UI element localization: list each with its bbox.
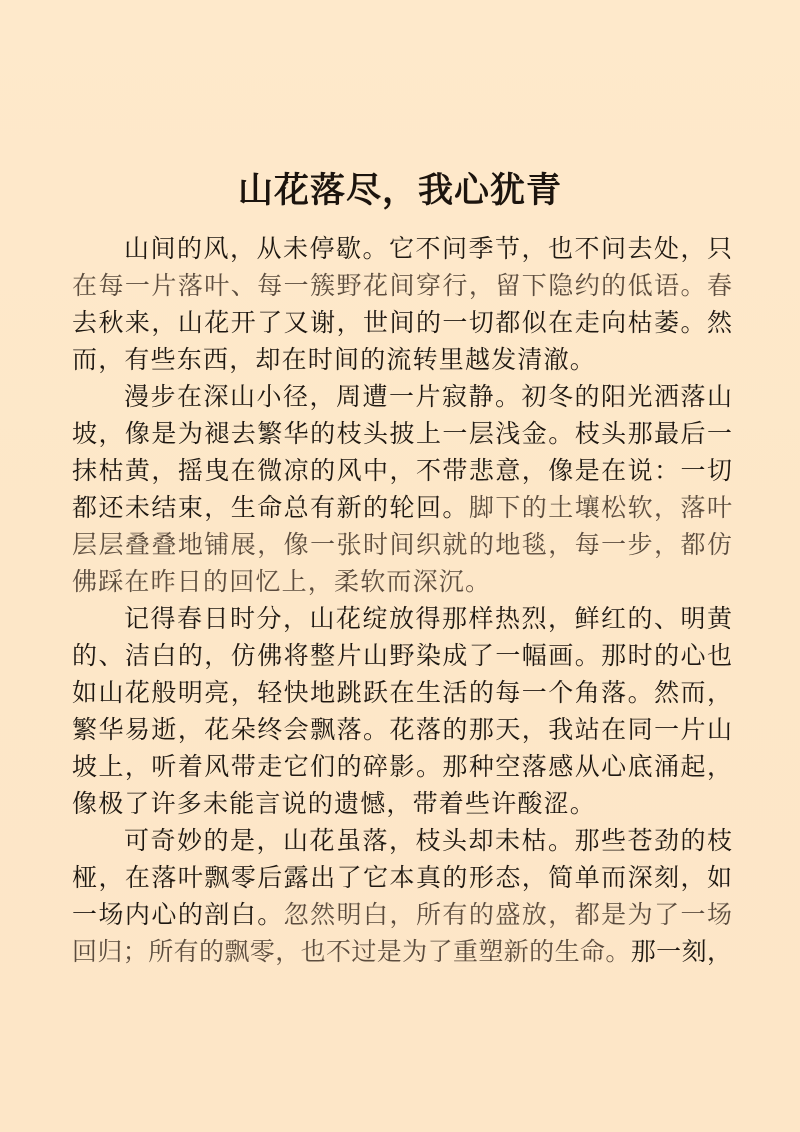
- paragraph-2: [72, 378, 732, 600]
- text-segment: 忽然明白，所有的盛放，都是为了一场: [283, 900, 732, 929]
- text-segment: 佛踩在昨日的回忆上，柔软而深沉。: [72, 567, 492, 596]
- text-line: [72, 563, 732, 600]
- text-segment: 的、洁白的，仿佛将整片山野染成了一幅画。那时的心也: [72, 641, 732, 670]
- text-segment: 坡上，听着风带走它们的碎影。那种空落感从心底涌起，: [72, 752, 732, 781]
- text-segment: 一场内心的剖白。: [72, 900, 284, 929]
- text-segment: 去秋来，山花开了又谢，世间的一切都似在走向枯萎。然: [72, 308, 732, 337]
- paragraph-3: [72, 600, 732, 822]
- text-segment: 如山花般明亮，轻快地跳跃在生活的每一个角落。然而，: [72, 678, 732, 707]
- paragraph-1: [72, 230, 732, 378]
- text-segment: 回归；所有的飘零，也不过是为了重塑新的生命。: [72, 937, 631, 966]
- paragraph-4: [72, 822, 732, 970]
- article-body: [72, 230, 732, 970]
- text-line: [72, 785, 732, 822]
- text-segment: 都还未结束，生命总有新的轮回。: [72, 493, 469, 522]
- text-segment: 山间的风，从未停歇。它不问季节，也不问去处，只: [124, 234, 732, 263]
- text-line: [72, 378, 732, 415]
- text-line: [72, 452, 732, 489]
- text-line: [72, 341, 732, 378]
- text-segment: 可奇妙的是，山花虽落，枝头却未枯。那些苍劲的枝: [124, 826, 732, 855]
- text-segment: 抹枯黄，摇曳在微凉的风中，不带悲意，像是在说：一切: [72, 456, 732, 485]
- text-line: [72, 748, 732, 785]
- text-segment: 坡，像是为褪去繁华的枝头披上一层浅金。枝头那最后一: [72, 419, 732, 448]
- text-line: [72, 526, 732, 563]
- text-line: [72, 711, 732, 748]
- text-segment: 在每一片落叶、每一簇野花间穿行，留下隐约的低语。春: [72, 271, 732, 300]
- text-line: [72, 822, 732, 859]
- text-line: [72, 896, 732, 933]
- text-line: [72, 304, 732, 341]
- text-segment: 繁华易逝，花朵终会飘落。花落的那天，我站在同一片山: [72, 715, 732, 744]
- text-segment: 脚下的土壤松软，落叶: [468, 493, 732, 522]
- text-segment: 桠，在落叶飘零后露出了它本真的形态，简单而深刻，如: [72, 863, 732, 892]
- text-line: [72, 637, 732, 674]
- text-segment: 那一刻，: [630, 937, 732, 966]
- text-line: [72, 674, 732, 711]
- text-line: [72, 933, 732, 970]
- text-line: [72, 600, 732, 637]
- text-line: [72, 489, 732, 526]
- text-segment: 漫步在深山小径，周遭一片寂静。初冬的阳光洒落山: [124, 382, 732, 411]
- text-line: [72, 267, 732, 304]
- text-line: [72, 230, 732, 267]
- text-segment: 层层叠叠地铺展，像一张时间织就的地毯，每一步，都仿: [72, 530, 732, 559]
- text-line: [72, 415, 732, 452]
- text-segment: 像极了许多未能言说的遗憾，带着些许酸涩。: [72, 789, 597, 818]
- text-segment: 而，有些东西，却在时间的流转里越发清澈。: [72, 345, 597, 374]
- article-title: 山花落尽，我心犹青: [237, 170, 562, 212]
- text-segment: 记得春日时分，山花绽放得那样热烈，鲜红的、明黄: [124, 604, 732, 633]
- text-line: [72, 859, 732, 896]
